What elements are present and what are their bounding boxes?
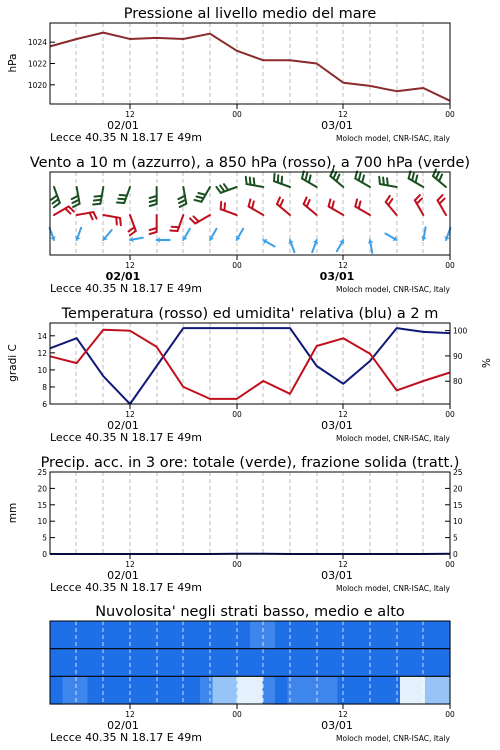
cloud-cell xyxy=(250,676,263,704)
y-tick-label-right: 20 xyxy=(453,484,463,494)
cloud-cell xyxy=(200,621,213,649)
cloud-cell xyxy=(200,649,213,677)
model-credit: Moloch model, CNR-ISAC, Italy xyxy=(336,285,450,294)
panel-title: Temperatura (rosso) ed umidita' relativa (blu) a 2 m xyxy=(61,306,439,322)
cloud-cell xyxy=(200,676,213,704)
cloud-cell xyxy=(175,676,188,704)
cloud-cell xyxy=(275,621,288,649)
panel-5 xyxy=(50,604,455,744)
y-tick-label-right: 90 xyxy=(453,351,463,361)
x-tick-label: 00 xyxy=(445,410,455,419)
cloud-cell xyxy=(138,676,151,704)
x-tick-label: 12 xyxy=(125,410,135,419)
cloud-cell xyxy=(138,649,151,677)
y-axis-label: % xyxy=(481,358,493,368)
date-label: 03/01 xyxy=(321,569,353,582)
barb-feather xyxy=(118,199,125,200)
model-credit: Moloch model, CNR-ISAC, Italy xyxy=(336,734,450,743)
cloud-cell xyxy=(338,649,351,677)
cloud-cell xyxy=(350,649,363,677)
panel-title: Nuvolosita' negli strati basso, medio e alto xyxy=(95,604,405,620)
date-label: 03/01 xyxy=(319,270,355,283)
y-tick-label: 10 xyxy=(37,517,47,527)
y-tick-label: 14 xyxy=(37,331,47,341)
cloud-cell xyxy=(363,676,376,704)
x-tick-label: 00 xyxy=(232,110,242,119)
y-tick-label: 1022 xyxy=(27,59,47,69)
cloud-cell xyxy=(225,676,238,704)
x-tick-label: 00 xyxy=(232,261,242,270)
date-label: 03/01 xyxy=(321,419,353,432)
cloud-cell xyxy=(413,621,426,649)
barb-feather xyxy=(120,218,121,225)
barb-feather xyxy=(379,177,380,184)
cloud-cell xyxy=(188,621,201,649)
panel-2 xyxy=(30,155,470,295)
y-tick-label-right: 100 xyxy=(453,326,468,336)
cloud-cell xyxy=(425,649,438,677)
date-label: 02/01 xyxy=(107,119,139,132)
cloud-cell xyxy=(100,676,113,704)
cloud-cell xyxy=(225,649,238,677)
y-tick-label: 1024 xyxy=(27,38,47,48)
cloud-cell xyxy=(288,676,301,704)
cloud-cell xyxy=(138,621,151,649)
cloud-cell xyxy=(363,649,376,677)
y-tick-label: 0 xyxy=(42,550,47,559)
cloud-cell xyxy=(213,676,226,704)
cloud-cell xyxy=(400,676,413,704)
cloud-cell xyxy=(63,621,76,649)
cloud-cell xyxy=(100,649,113,677)
y-tick-label: 5 xyxy=(42,533,47,543)
cloud-cell xyxy=(388,676,401,704)
cloud-cell xyxy=(300,621,313,649)
date-label: 02/01 xyxy=(107,719,139,732)
cloud-cell xyxy=(388,621,401,649)
barb-feather xyxy=(120,195,127,196)
cloud-cell xyxy=(238,621,251,649)
cloud-cell xyxy=(50,649,63,677)
y-tick-label-right: 25 xyxy=(453,468,463,477)
cloud-cell xyxy=(438,649,451,677)
barb-feather xyxy=(117,202,124,203)
cloud-cell xyxy=(288,621,301,649)
cloud-cell xyxy=(413,676,426,704)
cloud-cell xyxy=(50,676,63,704)
cloud-cell xyxy=(400,649,413,677)
cloud-cell xyxy=(188,676,201,704)
cloud-cell xyxy=(425,621,438,649)
model-credit: Moloch model, CNR-ISAC, Italy xyxy=(336,584,450,593)
y-axis-label: gradi C xyxy=(7,344,19,382)
cloud-cell xyxy=(325,676,338,704)
cloud-cell xyxy=(88,676,101,704)
y-tick-label: 1020 xyxy=(27,80,47,90)
x-tick-label: 12 xyxy=(125,710,135,719)
x-tick-label: 00 xyxy=(445,560,455,569)
cloud-cell xyxy=(338,621,351,649)
cloud-cell xyxy=(175,649,188,677)
cloud-cell xyxy=(250,649,263,677)
cloud-cell xyxy=(263,621,276,649)
cloud-cell xyxy=(325,649,338,677)
cloud-cell xyxy=(188,649,201,677)
x-tick-label: 12 xyxy=(338,110,348,119)
cloud-cell xyxy=(350,676,363,704)
x-tick-label: 00 xyxy=(232,710,242,719)
y-tick-label-right: 5 xyxy=(453,533,458,543)
cloud-cell xyxy=(75,649,88,677)
cloud-cell xyxy=(113,621,126,649)
cloud-cell xyxy=(363,621,376,649)
barb-feather xyxy=(170,230,177,231)
location-label: Lecce 40.35 N 18.17 E 49m xyxy=(50,731,202,744)
cloud-cell xyxy=(263,649,276,677)
y-tick-label-right: 80 xyxy=(453,377,463,387)
cloud-cell xyxy=(213,621,226,649)
cloud-cell xyxy=(375,649,388,677)
y-tick-label-right: 15 xyxy=(453,500,463,510)
barb-feather xyxy=(250,178,251,185)
date-label: 02/01 xyxy=(107,569,139,582)
cloud-cell xyxy=(125,649,138,677)
cloud-cell xyxy=(313,676,326,704)
model-credit: Moloch model, CNR-ISAC, Italy xyxy=(336,134,450,143)
barb-feather xyxy=(224,203,225,210)
cloud-cell xyxy=(163,676,176,704)
cloud-cell xyxy=(125,676,138,704)
location-label: Lecce 40.35 N 18.17 E 49m xyxy=(50,431,202,444)
y-tick-label: 8 xyxy=(42,382,47,392)
cloud-cell xyxy=(288,649,301,677)
x-tick-label: 00 xyxy=(445,710,455,719)
barb-feather xyxy=(116,217,117,224)
barb-feather xyxy=(383,178,384,185)
cloud-cell xyxy=(275,649,288,677)
cloud-cell xyxy=(175,621,188,649)
x-tick-label: 12 xyxy=(125,110,135,119)
x-tick-label: 12 xyxy=(338,710,348,719)
cloud-cell xyxy=(400,621,413,649)
barb-feather xyxy=(274,174,275,181)
cloud-cell xyxy=(125,621,138,649)
cloud-cell xyxy=(113,676,126,704)
cloud-cell xyxy=(300,676,313,704)
cloud-cell xyxy=(413,649,426,677)
barb-feather xyxy=(282,177,283,184)
cloud-cell xyxy=(300,649,313,677)
cloud-cell xyxy=(275,676,288,704)
location-label: Lecce 40.35 N 18.17 E 49m xyxy=(50,282,202,295)
cloud-cell xyxy=(113,649,126,677)
y-tick-label: 10 xyxy=(37,365,47,375)
panel-title: Pressione al livello medio del mare xyxy=(123,6,377,22)
cloud-cell xyxy=(375,676,388,704)
cloud-cell xyxy=(263,676,276,704)
y-tick-label: 20 xyxy=(37,484,47,494)
x-tick-label: 12 xyxy=(338,560,348,569)
x-tick-label: 00 xyxy=(445,261,455,270)
cloud-cell xyxy=(313,621,326,649)
cloud-cell xyxy=(238,649,251,677)
barb-feather xyxy=(246,177,247,184)
y-tick-label-right: 0 xyxy=(453,550,458,559)
location-label: Lecce 40.35 N 18.17 E 49m xyxy=(50,581,202,594)
cloud-cell xyxy=(375,621,388,649)
x-tick-label: 00 xyxy=(232,410,242,419)
cloud-cell xyxy=(250,621,263,649)
cloud-cell xyxy=(163,649,176,677)
x-tick-label: 12 xyxy=(338,261,348,270)
cloud-cell xyxy=(225,621,238,649)
cloud-cell xyxy=(213,649,226,677)
cloud-cell xyxy=(63,649,76,677)
x-tick-label: 00 xyxy=(232,560,242,569)
model-credit: Moloch model, CNR-ISAC, Italy xyxy=(336,434,450,443)
panel-title: Vento a 10 m (azzurro), a 850 hPa (rosso), a 700 hPa (verde) xyxy=(29,155,471,171)
y-tick-label: 25 xyxy=(37,468,47,477)
x-tick-label: 12 xyxy=(338,410,348,419)
barb-feather xyxy=(95,196,102,197)
cloud-cell xyxy=(63,676,76,704)
cloud-cell xyxy=(75,621,88,649)
date-label: 03/01 xyxy=(321,719,353,732)
y-tick-label: 6 xyxy=(42,400,47,409)
barb-feather xyxy=(221,202,222,209)
cloud-cell xyxy=(50,621,63,649)
x-tick-label: 12 xyxy=(125,261,135,270)
barb-feather xyxy=(278,175,279,182)
cloud-cell xyxy=(388,649,401,677)
panel-title: Precip. acc. in 3 ore: totale (verde), frazione solida (tratt.) xyxy=(40,455,460,471)
cloud-cell xyxy=(88,649,101,677)
plot-area xyxy=(50,472,450,554)
panel-3 xyxy=(7,306,493,444)
panel-1 xyxy=(7,6,455,144)
cloud-cell xyxy=(88,621,101,649)
cloud-cell xyxy=(163,621,176,649)
cloud-cell xyxy=(338,676,351,704)
y-tick-label: 12 xyxy=(37,348,47,358)
cloud-cell xyxy=(100,621,113,649)
x-tick-label: 12 xyxy=(125,560,135,569)
barb-feather xyxy=(94,200,101,201)
cloud-cell xyxy=(325,621,338,649)
barb-feather xyxy=(254,178,255,185)
cloud-cell xyxy=(438,621,451,649)
date-label: 02/01 xyxy=(105,270,141,283)
cloud-cell xyxy=(238,676,251,704)
cloud-cell xyxy=(350,621,363,649)
date-label: 03/01 xyxy=(321,119,353,132)
y-axis-label: mm xyxy=(7,502,19,524)
cloud-cell xyxy=(425,676,438,704)
y-axis-label: hPa xyxy=(7,53,19,73)
date-label: 02/01 xyxy=(107,419,139,432)
y-tick-label: 15 xyxy=(37,500,47,510)
cloud-cell xyxy=(75,676,88,704)
x-tick-label: 00 xyxy=(445,110,455,119)
panel-4 xyxy=(7,455,463,594)
location-label: Lecce 40.35 N 18.17 E 49m xyxy=(50,131,202,144)
barb-feather xyxy=(172,227,179,228)
barb-feather xyxy=(93,204,100,205)
barb-feather xyxy=(387,178,388,185)
cloud-cell xyxy=(438,676,451,704)
cloud-cell xyxy=(313,649,326,677)
y-tick-label-right: 10 xyxy=(453,517,463,527)
